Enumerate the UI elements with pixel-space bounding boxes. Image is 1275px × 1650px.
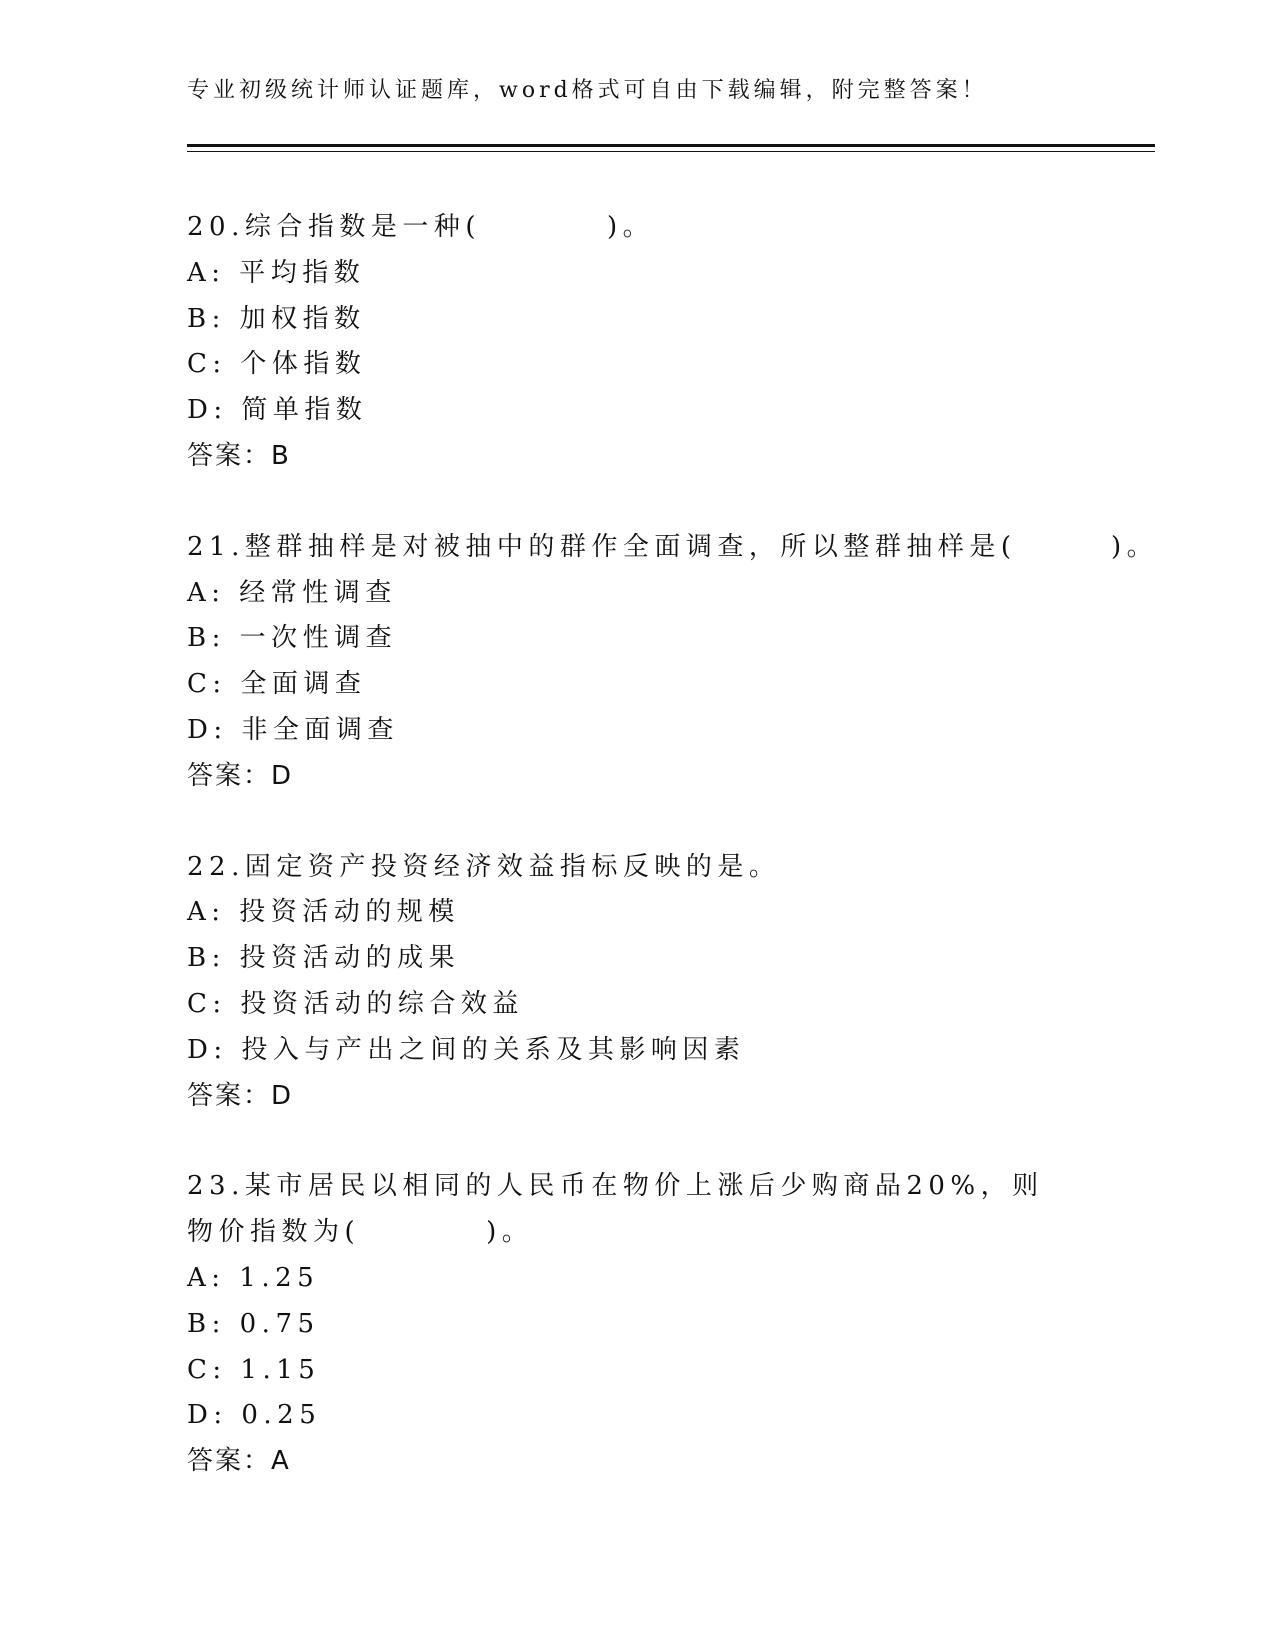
answer-label: 答案：: [187, 1080, 272, 1111]
answer-label: 答案：: [187, 1446, 272, 1477]
answer-label: 答案：: [187, 440, 272, 471]
option-d: D: 0.25: [187, 1400, 322, 1431]
question-22: [187, 845, 1117, 1120]
answer-line: [187, 1074, 1117, 1120]
question-stem: 21.整群抽样是对被抽中的群作全面调查，所以整群抽样是( )。: [187, 531, 1159, 562]
question-20: [187, 205, 1117, 480]
questions-list: [187, 205, 1159, 1530]
answer-value: D: [271, 760, 294, 791]
option-b: B: 一次性调查: [187, 623, 398, 654]
answer-value: B: [271, 440, 291, 471]
question-stem: 22.固定资产投资经济效益指标反映的是。: [187, 851, 781, 882]
option-c: C: 全面调查: [187, 669, 367, 700]
option-b: B: 加权指数: [187, 303, 366, 334]
option-b: B: 0.75: [187, 1308, 320, 1339]
page-header-text: 专业初级统计师认证题库，word格式可自由下载编辑，附完整答案！: [187, 78, 988, 103]
question-stem: 23.某市居民以相同的人民币在物价上涨后少购商品20%，则物价指数为( )。: [187, 1171, 1044, 1248]
option-d: D: 投入与产出之间的关系及其影响因素: [187, 1034, 746, 1065]
answer-line: [187, 1439, 1117, 1485]
question-21: [187, 525, 1159, 800]
answer-value: D: [271, 1080, 294, 1111]
question-stem: 20.综合指数是一种( )。: [187, 212, 655, 242]
option-a: A: 投资活动的规模: [187, 897, 460, 928]
option-c: C: 个体指数: [187, 349, 367, 380]
option-c: C: 1.15: [187, 1354, 321, 1385]
answer-line: [187, 434, 1117, 480]
option-a: A: 平均指数: [187, 257, 366, 288]
answer-line: [187, 754, 1117, 800]
option-a: A: 1.25: [187, 1262, 320, 1293]
header-divider: [187, 144, 1155, 152]
option-d: D: 非全面调查: [187, 714, 399, 745]
option-a: A: 经常性调查: [187, 577, 397, 608]
option-d: D: 简单指数: [187, 395, 368, 426]
option-b: B: 投资活动的成果: [187, 943, 461, 974]
answer-value: A: [271, 1446, 291, 1477]
option-c: C: 投资活动的综合效益: [187, 988, 524, 1019]
question-23: [187, 1164, 1117, 1485]
answer-label: 答案：: [187, 760, 272, 791]
